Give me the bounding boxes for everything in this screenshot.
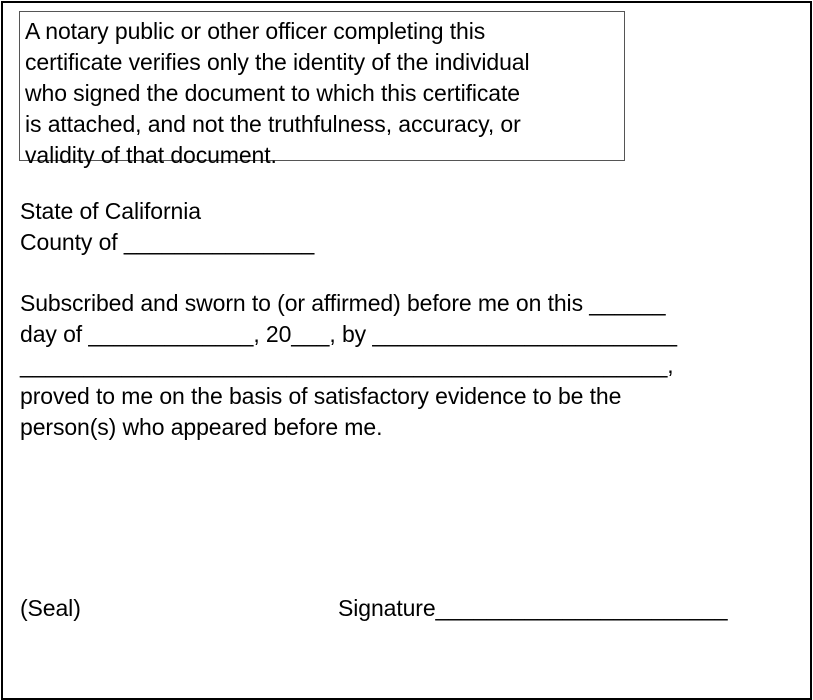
notice-line-4: is attached, and not the truthfulness, accuracy, or — [25, 111, 521, 137]
jurat-block — [20, 288, 677, 443]
notary-notice-box — [19, 11, 625, 168]
signature-line: Signature_______________________ — [338, 595, 728, 621]
state-line: State of California — [20, 198, 201, 224]
county-line: County of _______________ — [20, 229, 315, 255]
jurat-line-1: Subscribed and sworn to (or affirmed) before me on this ______ — [20, 290, 666, 316]
venue-block — [20, 196, 314, 258]
jurat-line-4: proved to me on the basis of satisfactory evidence to be the — [20, 383, 622, 409]
jurat-line-5: person(s) who appeared before me. — [20, 414, 383, 440]
notice-line-3: who signed the document to which this certificate — [25, 80, 520, 106]
jurat-line-3: ___________________________________________________, — [20, 352, 674, 378]
seal-label: (Seal) — [20, 595, 81, 621]
notice-line-2: certificate verifies only the identity of the individual — [25, 49, 530, 75]
notice-line-1: A notary public or other officer completing this — [25, 18, 486, 44]
jurat-line-2: day of _____________, 20___, by ________________________ — [20, 321, 677, 347]
notice-line-5: validity of that document. — [25, 142, 277, 168]
